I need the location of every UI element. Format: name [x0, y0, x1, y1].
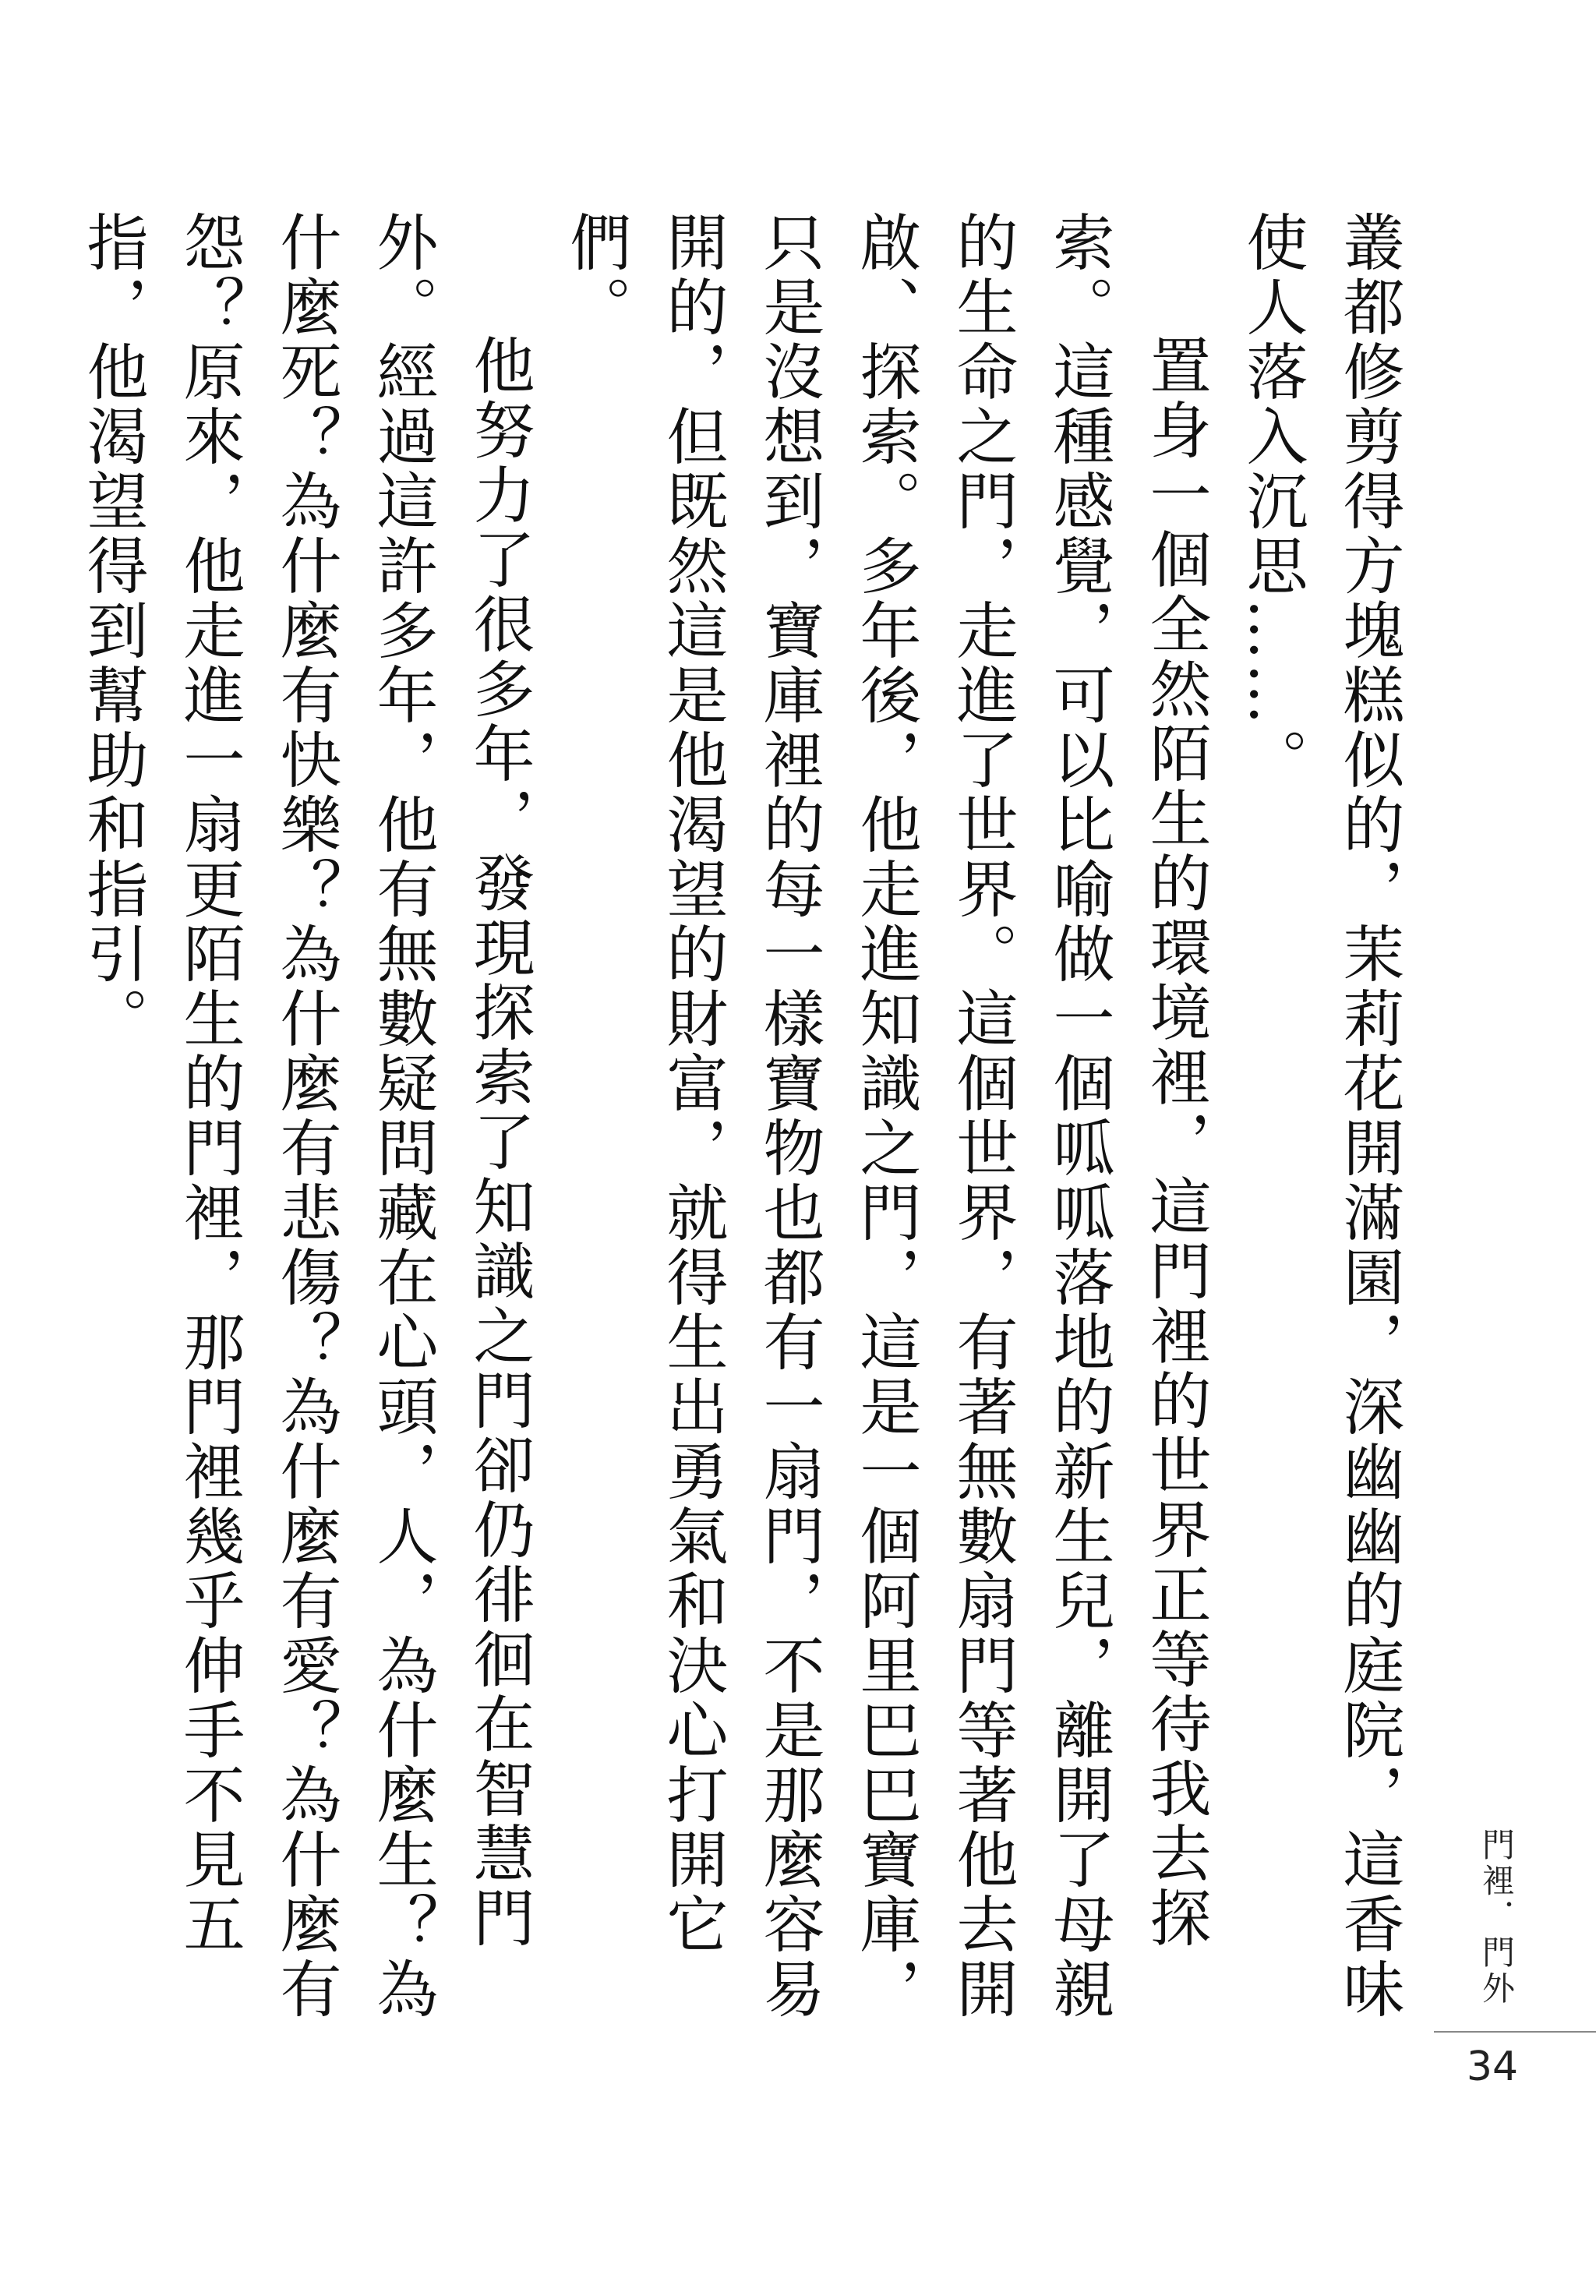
paragraph-1: 叢都修剪得方塊糕似的，茉莉花開滿園，深幽幽的庭院，這香味使人落入沉思……。 — [1236, 210, 1404, 2022]
main-text — [76, 210, 1417, 2034]
page-number: 34 — [1466, 2043, 1519, 2090]
running-section-title: 門裡．門外 — [1478, 1828, 1516, 2007]
paragraph-3: 他努力了很多年，發現探索了知識之門卻仍徘徊在智慧門外。經過這許多年，他有無數疑問藏在心頭，人，為什麼生？為什麼死？為什麼有快樂？為什麼有悲傷？為什麼有愛？為什麼有怨？原來，他走進一扇更陌生的門裡，那門裡幾乎伸手不見五指，他渴望得到幫助和指引。 — [76, 210, 535, 2022]
footer-divider — [1434, 2031, 1596, 2033]
paragraph-2: 置身一個全然陌生的環境裡，這門裡的世界正等待我去探索。這種感覺，可以比喻做一個呱呱落地的新生兒，離開了母親的生命之門，走進了世界。這個世界，有著無數扇門等著他去開啟、探索。多年後，他走進知識之門，這是一個阿里巴巴寶庫，只是沒想到，寶庫裡的每一樣寶物也都有一扇門，不是那麼容易開的，但既然這是他渴望的財富，就得生出勇氣和決心打開它們。 — [560, 210, 1211, 2022]
